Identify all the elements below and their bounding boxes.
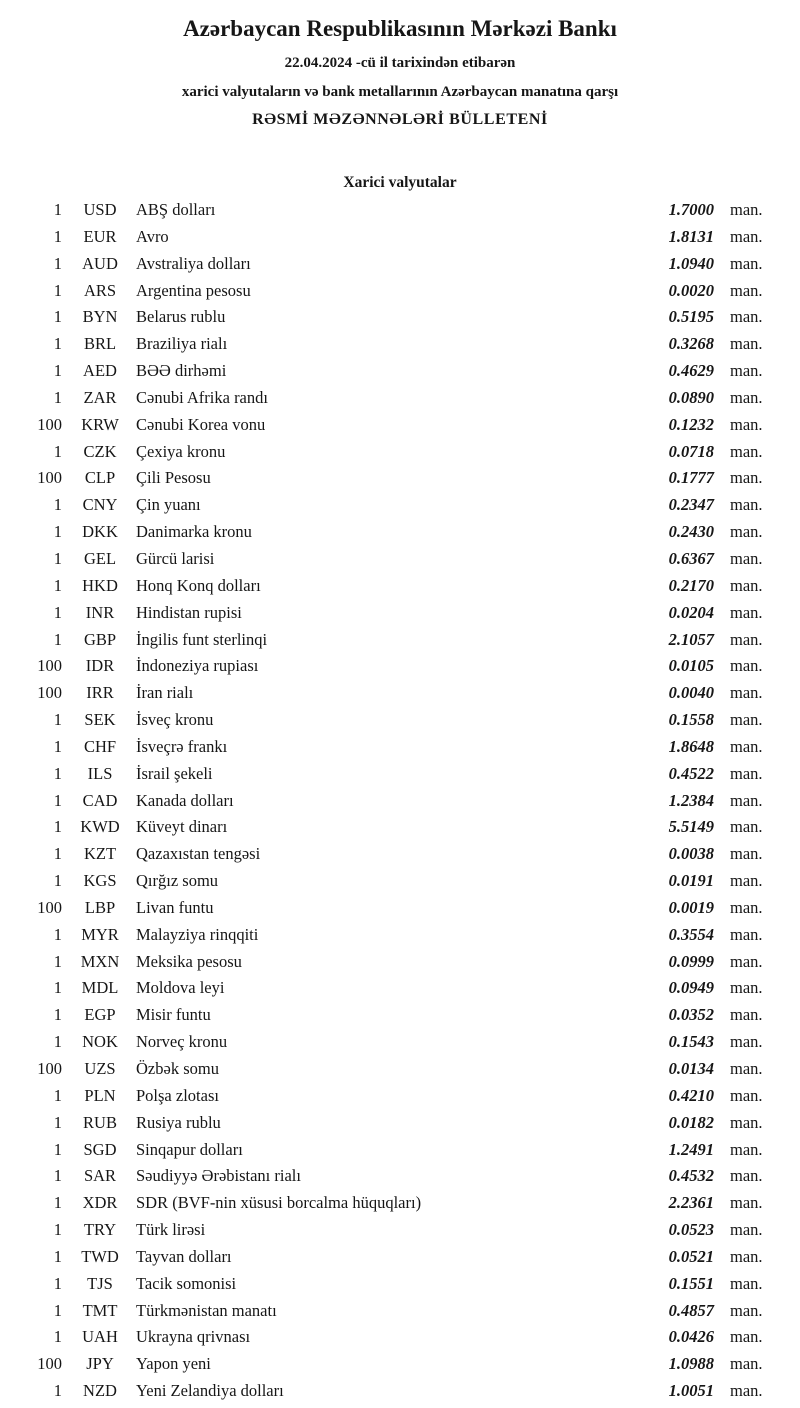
currency-name-cell: Hindistan rupisi (136, 602, 242, 622)
table-row (28, 358, 772, 385)
rate-cell: 1.0988 (668, 1354, 714, 1374)
table-row (28, 734, 772, 761)
currency-code-cell: AUD (82, 253, 118, 273)
currency-name-cell: Səudiyyə Ərəbistanı rialı (136, 1166, 301, 1186)
unit-cell: man. (730, 1273, 763, 1293)
currency-name-cell: Misir funtu (136, 1005, 211, 1025)
currency-name-cell: Argentina pesosu (136, 280, 251, 300)
qty-cell: 1 (53, 522, 62, 542)
currency-code-cell: SGD (83, 1139, 117, 1159)
currency-name-cell: Cənubi Afrika randı (136, 387, 268, 407)
currency-code-cell: XDR (82, 1193, 118, 1213)
currency-code-cell: PLN (84, 1085, 116, 1105)
rate-cell: 0.1777 (668, 468, 714, 488)
table-row (28, 868, 772, 895)
rate-cell: 0.2170 (668, 575, 714, 595)
currency-code-cell: TMT (82, 1300, 118, 1320)
unit-cell: man. (730, 468, 763, 488)
currency-code-cell: CHF (83, 736, 117, 756)
unit-cell: man. (730, 844, 763, 864)
currency-table (28, 197, 772, 1405)
rate-cell: 5.5149 (668, 817, 714, 837)
table-row (28, 1298, 772, 1325)
qty-cell: 1 (53, 736, 62, 756)
currency-code-cell: INR (85, 602, 115, 622)
qty-cell: 1 (53, 1085, 62, 1105)
currency-name-cell: İsveçrə frankı (136, 736, 228, 756)
rate-cell: 1.8648 (668, 736, 714, 756)
qty-cell: 1 (53, 495, 62, 515)
currency-code-cell: JPY (86, 1354, 114, 1374)
unit-cell: man. (730, 226, 763, 246)
unit-cell: man. (730, 871, 763, 891)
unit-cell: man. (730, 1220, 763, 1240)
table-row (28, 1244, 772, 1271)
table-row (28, 814, 772, 841)
table-row (28, 1110, 772, 1137)
unit-cell: man. (730, 253, 763, 273)
rate-cell: 0.3268 (668, 334, 714, 354)
currency-code-cell: SEK (84, 710, 116, 730)
rate-cell: 0.2430 (668, 522, 714, 542)
qty-cell: 1 (53, 441, 62, 461)
qty-cell: 1 (53, 307, 62, 327)
table-row (28, 1378, 772, 1405)
qty-cell: 1 (53, 871, 62, 891)
rate-cell: 1.0051 (668, 1381, 714, 1401)
rate-cell: 1.7000 (668, 200, 714, 219)
currency-code-cell: CAD (82, 790, 118, 810)
unit-cell: man. (730, 710, 763, 730)
currency-name-cell: ABŞ dolları (136, 200, 216, 219)
currency-code-cell: UAH (82, 1327, 118, 1347)
currency-name-cell: Belarus rublu (136, 307, 226, 327)
unit-cell: man. (730, 924, 763, 944)
table-row (28, 197, 772, 224)
currency-code-cell: GEL (83, 548, 117, 568)
currency-code-cell: USD (83, 200, 117, 219)
unit-cell: man. (730, 280, 763, 300)
table-row (28, 627, 772, 654)
currency-name-cell: İsrail şekeli (136, 763, 213, 783)
currency-code-cell: MYR (81, 924, 119, 944)
qty-cell: 100 (37, 414, 62, 434)
table-row (28, 412, 772, 439)
rate-cell: 0.1558 (668, 710, 714, 730)
rate-cell: 0.4629 (668, 361, 714, 381)
qty-cell: 100 (37, 1059, 62, 1078)
unit-cell: man. (730, 1381, 763, 1401)
qty-cell: 1 (53, 361, 62, 381)
rate-cell: 0.0038 (668, 844, 714, 864)
table-row (28, 1137, 772, 1164)
qty-cell: 1 (53, 1327, 62, 1347)
currency-code-cell: NZD (83, 1381, 117, 1401)
table-row (28, 600, 772, 627)
qty-cell: 1 (53, 548, 62, 568)
currency-code-cell: BYN (82, 307, 118, 327)
qty-cell: 1 (53, 710, 62, 730)
rate-cell: 0.4857 (668, 1300, 714, 1320)
currency-name-cell: Yapon yeni (136, 1354, 211, 1374)
rate-cell: 0.4210 (668, 1085, 714, 1105)
currency-name-cell: Avstraliya dolları (136, 253, 251, 273)
currency-code-cell: TRY (83, 1220, 117, 1240)
table-row (28, 1056, 772, 1083)
qty-cell: 1 (53, 790, 62, 810)
rate-cell: 0.1543 (668, 1032, 714, 1052)
currency-name-cell: İran rialı (136, 683, 194, 703)
table-row (28, 519, 772, 546)
table-row (28, 788, 772, 815)
rate-cell: 0.0019 (668, 897, 714, 917)
currency-code-cell: CNY (82, 495, 118, 515)
qty-cell: 1 (53, 575, 62, 595)
currency-name-cell: Ukrayna qrivnası (136, 1327, 251, 1347)
currency-code-cell: KRW (81, 414, 119, 434)
effective-date-line: 22.04.2024 -cü il tarixindən etibarən (284, 55, 516, 71)
currency-name-cell: İsveç kronu (136, 710, 214, 730)
table-row (28, 385, 772, 412)
table-row (28, 1002, 772, 1029)
qty-cell: 1 (53, 1112, 62, 1132)
unit-cell: man. (730, 951, 763, 971)
table-row (28, 653, 772, 680)
qty-cell: 1 (53, 1273, 62, 1293)
unit-cell: man. (730, 629, 763, 649)
rate-cell: 0.1551 (668, 1273, 714, 1293)
table-row (28, 304, 772, 331)
rate-cell: 0.0949 (668, 978, 714, 998)
currency-code-cell: CLP (84, 468, 116, 488)
qty-cell: 1 (53, 844, 62, 864)
currency-code-cell: KWD (80, 817, 120, 837)
qty-cell: 1 (53, 280, 62, 300)
table-row (28, 922, 772, 949)
rate-cell: 0.2347 (668, 495, 714, 515)
table-row (28, 251, 772, 278)
unit-cell: man. (730, 200, 763, 219)
currency-code-cell: HKD (82, 575, 118, 595)
rate-cell: 0.6367 (668, 548, 714, 568)
currency-code-cell: IDR (85, 656, 115, 676)
currency-code-cell: MDL (81, 978, 119, 998)
currency-code-cell: ILS (87, 763, 113, 783)
qty-cell: 1 (53, 200, 62, 219)
table-row (28, 841, 772, 868)
qty-cell: 1 (53, 1300, 62, 1320)
qty-cell: 100 (37, 683, 62, 703)
rate-cell: 0.1232 (668, 414, 714, 434)
qty-cell: 1 (53, 924, 62, 944)
qty-cell: 1 (53, 1139, 62, 1159)
currency-name-cell: Kanada dolları (136, 790, 234, 810)
rate-cell: 0.3554 (668, 924, 714, 944)
table-row (28, 1190, 772, 1217)
currency-name-cell: Polşa zlotası (136, 1085, 219, 1105)
qty-cell: 100 (37, 468, 62, 488)
currency-name-cell: Türkmənistan manatı (136, 1300, 277, 1320)
qty-cell: 1 (53, 253, 62, 273)
rate-cell: 1.0940 (668, 253, 714, 273)
currency-code-cell: KGS (83, 871, 117, 891)
table-row (28, 949, 772, 976)
table-row (28, 1083, 772, 1110)
currency-name-cell: Küveyt dinarı (136, 817, 228, 837)
table-row (28, 573, 772, 600)
rate-cell: 0.0105 (668, 656, 714, 676)
unit-cell: man. (730, 736, 763, 756)
unit-cell: man. (730, 1193, 763, 1213)
unit-cell: man. (730, 361, 763, 381)
qty-cell: 1 (53, 1193, 62, 1213)
rate-cell: 2.1057 (668, 629, 714, 649)
currency-name-cell: Danimarka kronu (136, 522, 252, 542)
currency-code-cell: UZS (84, 1059, 116, 1078)
unit-cell: man. (730, 522, 763, 542)
subtitle-line: xarici valyutaların və bank metallarının Azərbaycan manatına qarşı (181, 84, 619, 100)
rate-cell: 2.2361 (668, 1193, 714, 1213)
currency-name-cell: Malayziya rinqqiti (136, 924, 259, 944)
qty-cell: 1 (53, 951, 62, 971)
unit-cell: man. (730, 897, 763, 917)
rate-cell: 0.0020 (668, 280, 714, 300)
currency-name-cell: Tacik somonisi (136, 1273, 237, 1293)
qty-cell: 1 (53, 1246, 62, 1266)
unit-cell: man. (730, 1085, 763, 1105)
qty-cell: 1 (53, 602, 62, 622)
qty-cell: 100 (37, 656, 62, 676)
table-row (28, 1351, 772, 1378)
currency-code-cell: KZT (83, 844, 117, 864)
table-row (28, 546, 772, 573)
currency-name-cell: Yeni Zelandiya dolları (136, 1381, 284, 1401)
table-row (28, 895, 772, 922)
unit-cell: man. (730, 548, 763, 568)
unit-cell: man. (730, 1354, 763, 1374)
unit-cell: man. (730, 683, 763, 703)
currency-name-cell: Rusiya rublu (136, 1112, 221, 1132)
unit-cell: man. (730, 817, 763, 837)
currency-name-cell: Cənubi Korea vonu (136, 414, 266, 434)
currency-code-cell: BRL (83, 334, 117, 354)
rate-cell: 0.0040 (668, 683, 714, 703)
currency-code-cell: CZK (83, 441, 117, 461)
unit-cell: man. (730, 441, 763, 461)
qty-cell: 1 (53, 817, 62, 837)
currency-code-cell: SAR (83, 1166, 117, 1186)
unit-cell: man. (730, 1032, 763, 1052)
currency-name-cell: Çili Pesosu (136, 468, 211, 488)
currency-name-cell: Tayvan dolları (136, 1246, 232, 1266)
currency-name-cell: Qazaxıstan tengəsi (136, 844, 261, 864)
rate-cell: 0.0134 (668, 1059, 714, 1078)
currency-code-cell: IRR (86, 683, 114, 703)
rate-cell: 0.0523 (668, 1220, 714, 1240)
unit-cell: man. (730, 307, 763, 327)
table-row (28, 975, 772, 1002)
unit-cell: man. (730, 387, 763, 407)
currency-name-cell: BƏƏ dirhəmi (136, 361, 227, 381)
currency-code-cell: ARS (83, 280, 117, 300)
qty-cell: 100 (37, 897, 62, 917)
currency-name-cell: Sinqapur dolları (136, 1139, 243, 1159)
table-row (28, 1029, 772, 1056)
table-row (28, 680, 772, 707)
unit-cell: man. (730, 1300, 763, 1320)
qty-cell: 1 (53, 1166, 62, 1186)
qty-cell: 1 (53, 1220, 62, 1240)
table-row (28, 224, 772, 251)
rate-cell: 1.2491 (668, 1139, 714, 1159)
currency-code-cell: DKK (82, 522, 118, 542)
rate-cell: 0.0352 (668, 1005, 714, 1025)
currency-code-cell: AED (83, 361, 117, 381)
rate-cell: 0.0204 (668, 602, 714, 622)
unit-cell: man. (730, 1166, 763, 1186)
currency-name-cell: İngilis funt sterlinqi (136, 629, 268, 649)
rate-cell: 0.5195 (668, 307, 714, 327)
currency-name-cell: Livan funtu (136, 897, 214, 917)
rate-cell: 0.0426 (668, 1327, 714, 1347)
table-row (28, 1163, 772, 1190)
table-row (28, 465, 772, 492)
table-row (28, 761, 772, 788)
unit-cell: man. (730, 1112, 763, 1132)
rate-cell: 0.4532 (668, 1166, 714, 1186)
currency-code-cell: RUB (83, 1112, 117, 1132)
rate-cell: 0.0191 (668, 871, 714, 891)
unit-cell: man. (730, 763, 763, 783)
currency-name-cell: İndoneziya rupiası (136, 656, 259, 676)
rate-cell: 0.0890 (668, 387, 714, 407)
unit-cell: man. (730, 978, 763, 998)
currency-name-cell: Moldova leyi (136, 978, 225, 998)
unit-cell: man. (730, 1327, 763, 1347)
currency-name-cell: SDR (BVF-nin xüsusi borcalma hüquqları) (136, 1193, 422, 1213)
unit-cell: man. (730, 495, 763, 515)
unit-cell: man. (730, 1246, 763, 1266)
unit-cell: man. (730, 1139, 763, 1159)
table-row (28, 1324, 772, 1351)
currency-name-cell: Norveç kronu (136, 1032, 228, 1052)
rate-cell: 1.8131 (668, 226, 714, 246)
currency-name-cell: Braziliya rialı (136, 334, 228, 354)
table-row (28, 331, 772, 358)
table-row (28, 707, 772, 734)
unit-cell: man. (730, 656, 763, 676)
table-row (28, 1217, 772, 1244)
currency-code-cell: ZAR (83, 387, 117, 407)
table-row (28, 492, 772, 519)
qty-cell: 1 (53, 334, 62, 354)
currency-name-cell: Honq Konq dolları (136, 575, 261, 595)
currency-code-cell: EUR (83, 226, 117, 246)
unit-cell: man. (730, 334, 763, 354)
unit-cell: man. (730, 1005, 763, 1025)
qty-cell: 1 (53, 226, 62, 246)
page-title: Azərbaycan Respublikasının Mərkəzi Bankı (183, 16, 617, 41)
currency-name-cell: Çin yuanı (136, 495, 201, 515)
currency-code-cell: TJS (87, 1273, 113, 1293)
qty-cell: 1 (53, 763, 62, 783)
bulletin-title-line: RƏSMİ MƏZƏNNƏLƏRİ BÜLLETENİ (252, 111, 548, 128)
qty-cell: 1 (53, 1032, 62, 1052)
qty-cell: 1 (53, 387, 62, 407)
rate-cell: 0.0999 (668, 951, 714, 971)
currency-name-cell: Gürcü larisi (136, 548, 215, 568)
table-row (28, 439, 772, 466)
currency-name-cell: Meksika pesosu (136, 951, 242, 971)
qty-cell: 1 (53, 978, 62, 998)
table-row (28, 278, 772, 305)
rate-cell: 0.0182 (668, 1112, 714, 1132)
rate-cell: 0.0718 (668, 441, 714, 461)
currency-code-cell: MXN (80, 951, 120, 971)
currency-name-cell: Avro (136, 226, 169, 246)
currency-name-cell: Özbək somu (136, 1059, 219, 1078)
unit-cell: man. (730, 790, 763, 810)
qty-cell: 1 (53, 629, 62, 649)
unit-cell: man. (730, 575, 763, 595)
section-title-foreign-currencies: Xarici valyutalar (343, 174, 457, 191)
currency-name-cell: Qırğız somu (136, 871, 219, 891)
rate-cell: 0.0521 (668, 1246, 714, 1266)
currency-code-cell: TWD (81, 1246, 119, 1266)
unit-cell: man. (730, 1059, 763, 1078)
rate-cell: 1.2384 (668, 790, 714, 810)
rate-cell: 0.4522 (668, 763, 714, 783)
currency-name-cell: Çexiya kronu (136, 441, 226, 461)
unit-cell: man. (730, 414, 763, 434)
table-row (28, 1271, 772, 1298)
currency-code-cell: EGP (84, 1005, 116, 1025)
currency-code-cell: LBP (84, 897, 116, 917)
unit-cell: man. (730, 602, 763, 622)
qty-cell: 1 (53, 1005, 62, 1025)
currency-code-cell: NOK (82, 1032, 118, 1052)
qty-cell: 100 (37, 1354, 62, 1374)
currency-name-cell: Türk lirəsi (136, 1220, 206, 1240)
qty-cell: 1 (53, 1381, 62, 1401)
currency-code-cell: GBP (83, 629, 117, 649)
